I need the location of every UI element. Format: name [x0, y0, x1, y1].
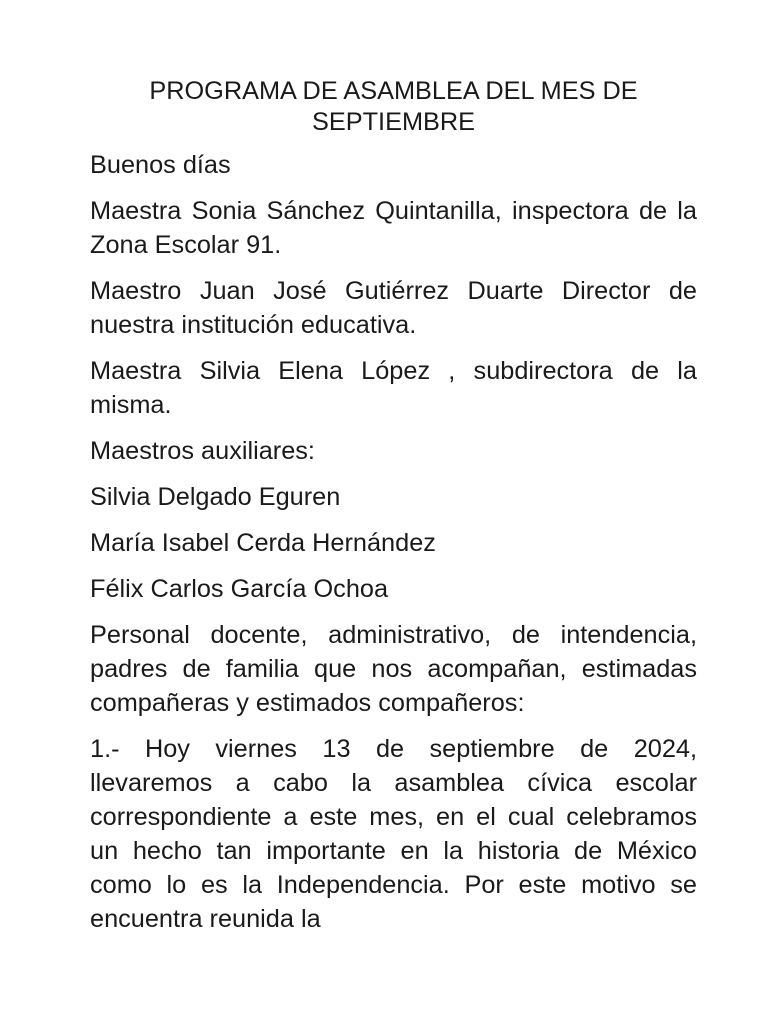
document-title: PROGRAMA DE ASAMBLEA DEL MES DE SEPTIEMBRE	[149, 77, 638, 136]
audience-paragraph: Personal docente, administrativo, de intendencia, padres de familia que nos acompañan, estimadas compañeras y estimados compañeros:	[90, 621, 697, 717]
subdirector-paragraph: Maestra Silvia Elena López , subdirectora de la misma.	[90, 357, 697, 419]
document-page	[90, 74, 697, 948]
auxiliary-name-1: Silvia Delgado Eguren	[90, 483, 341, 511]
auxiliary-name-3: Félix Carlos García Ochoa	[90, 575, 389, 603]
director-paragraph: Maestro Juan José Gutiérrez Duarte Director de nuestra institución educativa.	[90, 277, 697, 339]
greeting-paragraph: Buenos días	[90, 151, 231, 179]
auxiliary-name-2: María Isabel Cerda Hernández	[90, 529, 436, 557]
auxiliaries-heading: Maestros auxiliares:	[90, 437, 315, 465]
inspector-paragraph: Maestra Sonia Sánchez Quintanilla, inspectora de la Zona Escolar 91.	[90, 197, 697, 259]
item-1-paragraph: 1.- Hoy viernes 13 de septiembre de 2024, llevaremos a cabo la asamblea cívica escolar correspondiente a este mes, en el cual celebramos un hecho tan importante en la historia de México como lo es la Independencia. Por este motivo se encuentra reunida la	[90, 735, 697, 933]
